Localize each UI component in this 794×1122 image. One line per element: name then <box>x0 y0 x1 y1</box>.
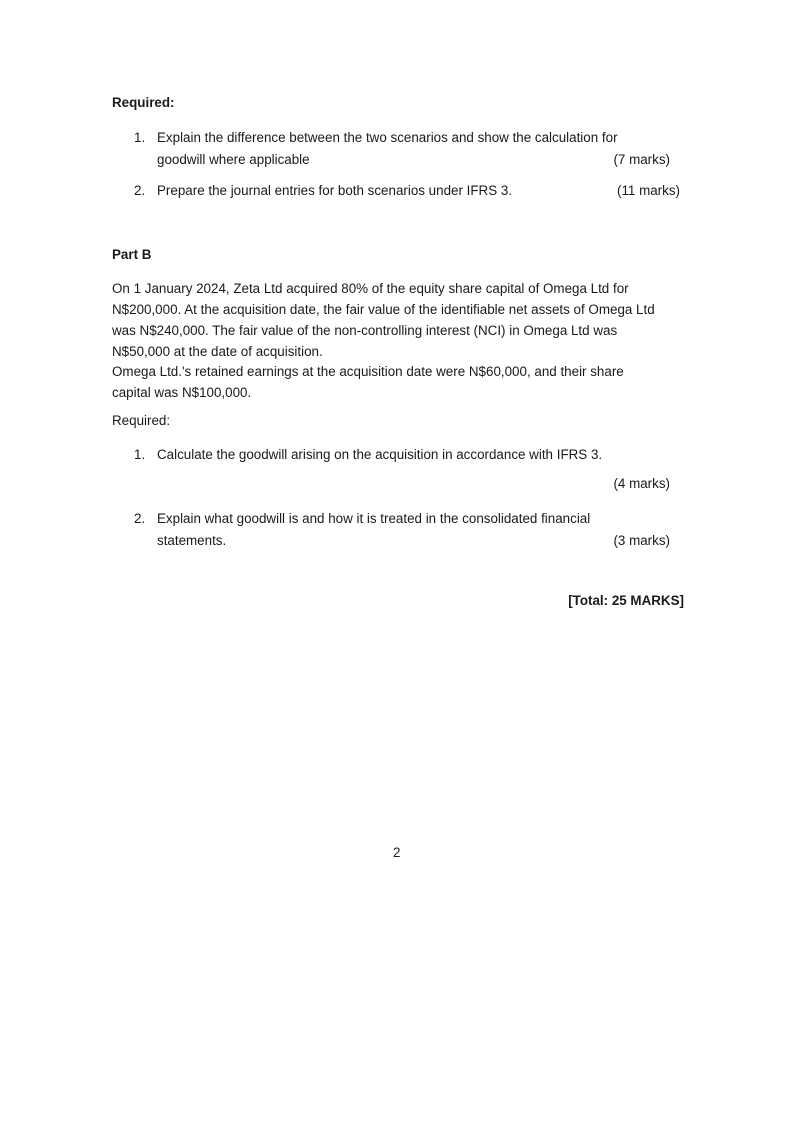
paragraph-line: On 1 January 2024, Zeta Ltd acquired 80% of the equity share capital of Omega Ltd for <box>112 281 629 296</box>
item-text: Calculate the goodwill arising on the acquisition in accordance with IFRS 3. <box>157 447 603 462</box>
item-text: goodwill where applicable <box>157 152 310 167</box>
item-number: 1. <box>134 447 146 462</box>
paragraph-line: Omega Ltd.'s retained earnings at the acquisition date were N$60,000, and their share <box>112 364 624 379</box>
paragraph-line: N$50,000 at the date of acquisition. <box>112 344 323 359</box>
marks-label: (11 marks) <box>617 183 680 198</box>
marks-label: (4 marks) <box>613 476 670 491</box>
paragraph-line: capital was N$100,000. <box>112 385 252 400</box>
item-text: statements. <box>157 533 227 548</box>
item-text: Explain the difference between the two scenarios and show the calculation for <box>157 130 618 145</box>
item-number: 2. <box>134 183 146 198</box>
item-text: Prepare the journal entries for both scenarios under IFRS 3. <box>157 183 513 198</box>
page-number: 2 <box>393 845 401 860</box>
paragraph-line: N$200,000. At the acquisition date, the fair value of the identifiable net assets of Omega Ltd <box>112 302 655 317</box>
marks-label: (3 marks) <box>613 533 670 548</box>
item-number: 2. <box>134 511 146 526</box>
item-number: 1. <box>134 130 146 145</box>
item-text: Explain what goodwill is and how it is treated in the consolidated financial <box>157 511 591 526</box>
part-b-heading: Part B <box>112 247 152 262</box>
marks-label: (7 marks) <box>613 152 670 167</box>
total-marks: [Total: 25 MARKS] <box>568 593 684 608</box>
required-heading: Required: <box>112 95 175 110</box>
paragraph-line: was N$240,000. The fair value of the non-controlling interest (NCI) in Omega Ltd was <box>112 323 618 338</box>
required-label: Required: <box>112 413 171 428</box>
